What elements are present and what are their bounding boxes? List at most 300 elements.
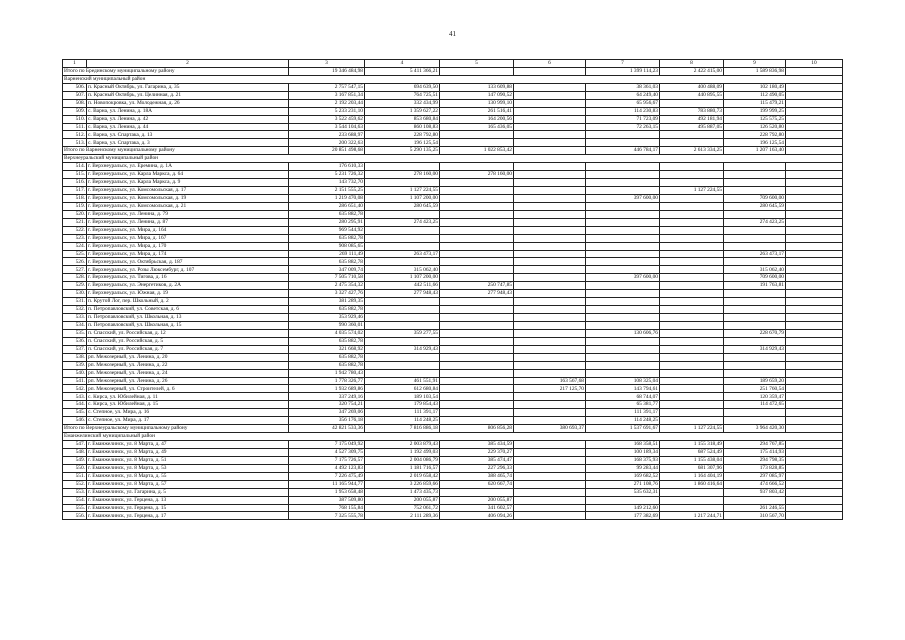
value-cell: 353 929,46 — [289, 314, 365, 322]
value-cell — [586, 496, 660, 504]
value-cell — [586, 179, 660, 187]
table-row — [63, 353, 843, 361]
table-row — [63, 306, 843, 314]
value-cell — [660, 258, 724, 266]
value-cell: 1 778 326,77 — [289, 377, 365, 385]
section-title-cell: Верхнеуральский муниципальный район — [63, 155, 843, 163]
value-cell — [586, 314, 660, 322]
total-row — [63, 67, 843, 75]
value-cell — [514, 163, 586, 171]
address-cell: г. Еманжелинск, ул. Герцена, д. 17 — [87, 512, 289, 520]
value-cell: 1 399 114,23 — [586, 67, 660, 75]
value-cell: 3 522 459,62 — [289, 115, 365, 123]
value-cell: 400 488,09 — [660, 83, 724, 91]
value-cell: 1 181 716,57 — [365, 464, 440, 472]
value-cell: 7 175 049,92 — [289, 441, 365, 449]
value-cell: 189 103,54 — [365, 393, 440, 401]
value-cell: 440 895,55 — [660, 91, 724, 99]
address-cell: г. Верхнеуральск, ул. Еремина, д. 1А — [87, 163, 289, 171]
value-cell — [660, 242, 724, 250]
value-cell — [660, 234, 724, 242]
value-cell: 65 956,67 — [586, 99, 660, 107]
address-cell: г. Верхнеуральск, ул. Мира, д. 164 — [87, 226, 289, 234]
value-cell: 65 381,77 — [586, 401, 660, 409]
address-cell: рп. Межозерный, ул. Ленина, д. 22 — [87, 361, 289, 369]
value-cell: 474 666,52 — [724, 480, 786, 488]
value-cell: 217 125,70 — [514, 385, 586, 393]
value-cell — [365, 163, 440, 171]
header-cell: 5 — [440, 60, 514, 68]
address-cell: г. Еманжелинск, ул. 8 Марта, д. 51 — [87, 456, 289, 464]
value-cell: 5 290 135,25 — [365, 147, 440, 155]
table-row — [63, 115, 843, 123]
value-cell: 1 217 244,71 — [660, 512, 724, 520]
row-number-cell: 532. — [63, 306, 87, 314]
address-cell: с. Степное, ул. Мира, д. 17 — [87, 417, 289, 425]
value-cell: 969 544,92 — [289, 226, 365, 234]
value-cell — [514, 401, 586, 409]
value-cell — [514, 409, 586, 417]
value-cell: 228 792,80 — [724, 131, 786, 139]
value-cell — [514, 417, 586, 425]
total-label-cell: Итого по Брединскому муниципальному району — [63, 67, 289, 75]
value-cell — [586, 131, 660, 139]
table-row — [63, 345, 843, 353]
address-cell: г. Еманжелинск, ул. 8 Марта, д. 49 — [87, 448, 289, 456]
value-cell: 347 269,06 — [289, 409, 365, 417]
value-cell — [514, 179, 586, 187]
value-cell: 4 035 574,02 — [289, 329, 365, 337]
value-cell: 278 160,00 — [440, 171, 514, 179]
value-cell — [440, 417, 514, 425]
row-number-cell: 536. — [63, 337, 87, 345]
value-cell — [514, 107, 586, 115]
row-number-cell: 508. — [63, 99, 87, 107]
value-cell: 7 175 726,57 — [289, 456, 365, 464]
value-cell — [786, 266, 843, 274]
value-cell — [514, 488, 586, 496]
value-cell: 280 645,59 — [724, 202, 786, 210]
address-cell: с. Варна, ул. Спартака, д. 3 — [87, 139, 289, 147]
value-cell — [365, 337, 440, 345]
value-cell: 2 475 354,32 — [289, 282, 365, 290]
value-cell: 125 575,25 — [724, 115, 786, 123]
value-cell: 196 125,54 — [724, 139, 786, 147]
value-cell — [660, 250, 724, 258]
value-cell: 694 639,50 — [365, 83, 440, 91]
row-number-cell: 510. — [63, 115, 87, 123]
value-cell — [786, 282, 843, 290]
value-cell — [786, 290, 843, 298]
value-cell — [786, 393, 843, 401]
row-number-cell: 555. — [63, 504, 87, 512]
address-cell: г. Верхнеуральск, ул. Тигова, д. 16 — [87, 274, 289, 282]
header-cell: 9 — [724, 60, 786, 68]
value-cell: 99 283,44 — [586, 464, 660, 472]
value-cell — [440, 314, 514, 322]
value-cell — [786, 202, 843, 210]
row-number-cell: 530. — [63, 290, 87, 298]
value-cell — [514, 464, 586, 472]
value-cell: 168 358,51 — [586, 441, 660, 449]
value-cell — [660, 417, 724, 425]
row-number-cell: 549. — [63, 456, 87, 464]
section-row — [63, 155, 843, 163]
value-cell — [365, 179, 440, 187]
value-cell: 7 816 886,18 — [365, 425, 440, 433]
value-cell: 2 003 879,43 — [365, 441, 440, 449]
value-cell — [586, 210, 660, 218]
value-cell: 1 473 435,73 — [365, 488, 440, 496]
value-cell: 1 932 689,86 — [289, 385, 365, 393]
header-cell: 4 — [365, 60, 440, 68]
value-cell — [586, 226, 660, 234]
value-cell — [786, 321, 843, 329]
header-cell: 6 — [514, 60, 586, 68]
address-cell: п. Петропавловский, ул. Школьная, д. 13 — [87, 314, 289, 322]
value-cell — [440, 242, 514, 250]
value-cell — [514, 480, 586, 488]
value-cell — [786, 353, 843, 361]
value-cell — [786, 91, 843, 99]
value-cell — [786, 187, 843, 195]
value-cell: 5 231 726,32 — [289, 171, 365, 179]
table-row — [63, 91, 843, 99]
address-cell: г. Верхнеуральск, ул. Мира, д. 167 — [87, 234, 289, 242]
row-number-cell: 520. — [63, 210, 87, 218]
value-cell: 3 964 420,30 — [724, 425, 786, 433]
value-cell — [440, 377, 514, 385]
table-row — [63, 361, 843, 369]
value-cell — [660, 361, 724, 369]
value-cell: 1 127 224,55 — [365, 187, 440, 195]
row-number-cell: 534. — [63, 321, 87, 329]
value-cell — [724, 171, 786, 179]
value-cell: 937 803,42 — [724, 488, 786, 496]
value-cell — [586, 369, 660, 377]
value-cell — [660, 345, 724, 353]
value-cell — [660, 131, 724, 139]
value-cell: 200 055,87 — [365, 496, 440, 504]
value-cell — [586, 337, 660, 345]
value-cell: 286 651,40 — [289, 202, 365, 210]
value-cell — [724, 298, 786, 306]
value-cell: 620 667,74 — [440, 480, 514, 488]
value-cell: 200 055,87 — [440, 496, 514, 504]
value-cell — [786, 210, 843, 218]
row-number-cell: 546. — [63, 417, 87, 425]
value-cell — [660, 99, 724, 107]
value-cell — [514, 258, 586, 266]
value-cell: 11 165 944,77 — [289, 480, 365, 488]
row-number-cell: 533. — [63, 314, 87, 322]
value-cell: 635 882,78 — [289, 234, 365, 242]
address-cell: г. Еманжелинск, ул. Герцена, д. 15 — [87, 504, 289, 512]
value-cell: 337 249,16 — [289, 393, 365, 401]
value-cell — [786, 115, 843, 123]
value-cell — [514, 226, 586, 234]
address-cell: г. Верхнеуральск, ул. Комсомольская, д. 19 — [87, 194, 289, 202]
value-cell — [365, 242, 440, 250]
value-cell: 359 277,55 — [365, 329, 440, 337]
value-cell: 1 127 224,55 — [660, 187, 724, 195]
address-cell: п. Петропавловский, ул. Советская, д. 6 — [87, 306, 289, 314]
value-cell — [586, 361, 660, 369]
value-cell — [660, 504, 724, 512]
table-row — [63, 274, 843, 282]
row-number-cell: 539. — [63, 361, 87, 369]
value-cell — [514, 456, 586, 464]
value-cell — [514, 274, 586, 282]
row-number-cell: 512. — [63, 131, 87, 139]
total-label-cell: Итого по Верхнеуральскому муниципальному району — [63, 425, 289, 433]
row-number-cell: 553. — [63, 488, 87, 496]
value-cell — [514, 306, 586, 314]
value-cell: 752 061,72 — [365, 504, 440, 512]
value-cell: 228 792,80 — [365, 131, 440, 139]
value-cell — [660, 409, 724, 417]
value-cell — [514, 234, 586, 242]
value-cell — [514, 369, 586, 377]
value-cell — [724, 290, 786, 298]
value-cell — [786, 274, 843, 282]
value-cell: 179 854,43 — [365, 401, 440, 409]
table-row — [63, 187, 843, 195]
value-cell: 168 375,93 — [586, 456, 660, 464]
value-cell — [514, 83, 586, 91]
address-cell: п. Спасский, ул. Российская, д. 12 — [87, 329, 289, 337]
value-cell — [514, 345, 586, 353]
value-cell — [660, 274, 724, 282]
value-cell — [365, 306, 440, 314]
table-row — [63, 369, 843, 377]
value-cell — [514, 448, 586, 456]
value-cell — [724, 179, 786, 187]
address-cell: г. Еманжелинск, ул. Гагарина, д. 5 — [87, 488, 289, 496]
table-row — [63, 385, 843, 393]
value-cell — [514, 361, 586, 369]
table-row — [63, 464, 843, 472]
value-cell: 294 798,35 — [724, 456, 786, 464]
row-number-cell: 516. — [63, 179, 87, 187]
table-row — [63, 504, 843, 512]
table-row — [63, 202, 843, 210]
value-cell — [786, 512, 843, 520]
value-cell: 321 668,92 — [289, 345, 365, 353]
value-cell: 5 233 231,10 — [289, 107, 365, 115]
value-cell: 227 296,33 — [440, 464, 514, 472]
value-cell — [786, 306, 843, 314]
value-cell: 853 680,84 — [365, 115, 440, 123]
value-cell — [514, 282, 586, 290]
address-cell: с. Варна, ул. Спартака, д. 13 — [87, 131, 289, 139]
value-cell — [514, 147, 586, 155]
value-cell — [660, 266, 724, 274]
value-cell — [440, 139, 514, 147]
value-cell — [724, 258, 786, 266]
value-cell — [514, 139, 586, 147]
value-cell — [440, 218, 514, 226]
value-cell: 356 176,18 — [289, 417, 365, 425]
value-cell: 130 606,76 — [586, 329, 660, 337]
value-cell — [440, 266, 514, 274]
total-row — [63, 425, 843, 433]
table-row — [63, 123, 843, 131]
value-cell: 635 882,78 — [289, 353, 365, 361]
row-number-cell: 517. — [63, 187, 87, 195]
value-cell: 4 527 309,75 — [289, 448, 365, 456]
value-cell: 908 085,65 — [289, 242, 365, 250]
value-cell — [514, 329, 586, 337]
value-cell — [660, 163, 724, 171]
value-cell: 175 414,93 — [724, 448, 786, 456]
value-cell — [786, 369, 843, 377]
address-cell: г. Верхнеуральск, ул. Ленина, д. 87 — [87, 218, 289, 226]
value-cell — [365, 226, 440, 234]
value-cell: 196 125,54 — [365, 139, 440, 147]
value-cell — [786, 496, 843, 504]
value-cell — [660, 369, 724, 377]
address-cell: г. Верхнеуральск, ул. Мира, д. 170 — [87, 242, 289, 250]
value-cell: 635 882,78 — [289, 306, 365, 314]
value-cell: 635 882,78 — [289, 361, 365, 369]
value-cell: 189 659,20 — [724, 377, 786, 385]
value-cell — [586, 139, 660, 147]
value-cell — [514, 337, 586, 345]
value-cell — [724, 353, 786, 361]
value-cell: 2 422 415,00 — [660, 67, 724, 75]
table-row — [63, 234, 843, 242]
value-cell — [724, 242, 786, 250]
row-number-cell: 543. — [63, 393, 87, 401]
row-number-cell: 529. — [63, 282, 87, 290]
table-row — [63, 314, 843, 322]
value-cell: 3 327 427,76 — [289, 290, 365, 298]
value-cell — [586, 306, 660, 314]
address-cell: г. Верхнеуральск, ул. Карла Маркса, д. 64 — [87, 171, 289, 179]
value-cell — [440, 258, 514, 266]
value-cell — [440, 67, 514, 75]
value-cell: 176 610,33 — [289, 163, 365, 171]
value-cell: 406 094,26 — [440, 512, 514, 520]
value-cell — [440, 187, 514, 195]
value-cell — [724, 163, 786, 171]
row-number-cell: 556. — [63, 512, 87, 520]
value-cell — [440, 385, 514, 393]
value-cell — [660, 290, 724, 298]
value-cell: 102 180,49 — [724, 83, 786, 91]
value-cell: 1 537 691,67 — [586, 425, 660, 433]
address-cell: с. Варна, ул. Ленина, д. 42 — [87, 115, 289, 123]
value-cell — [514, 210, 586, 218]
address-cell: рп. Межозерный, ул. Ленина, д. 20 — [87, 353, 289, 361]
value-cell — [440, 393, 514, 401]
value-cell — [660, 218, 724, 226]
address-cell: г. Верхнеуральск, ул. Энергетиков, д. 2А — [87, 282, 289, 290]
row-number-cell: 509. — [63, 107, 87, 115]
value-cell — [365, 210, 440, 218]
value-cell — [440, 329, 514, 337]
value-cell — [786, 448, 843, 456]
value-cell — [786, 298, 843, 306]
value-cell: 130 999,10 — [440, 99, 514, 107]
table-row — [63, 163, 843, 171]
value-cell: 3 226 859,66 — [365, 480, 440, 488]
value-cell — [786, 250, 843, 258]
value-cell: 280 645,59 — [365, 202, 440, 210]
value-cell: 2 757 547,15 — [289, 83, 365, 91]
value-cell — [660, 488, 724, 496]
value-cell: 263 473,17 — [365, 250, 440, 258]
value-cell — [724, 187, 786, 195]
value-cell — [786, 242, 843, 250]
value-cell: 42 821 533,36 — [289, 425, 365, 433]
value-cell — [440, 369, 514, 377]
row-number-cell: 554. — [63, 496, 87, 504]
address-cell: п. Спасский, ул. Российская, д. 7 — [87, 345, 289, 353]
value-cell: 115 479,21 — [724, 99, 786, 107]
header-cell: 1 — [63, 60, 87, 68]
table-row — [63, 99, 843, 107]
value-cell — [514, 512, 586, 520]
table-body — [63, 60, 843, 520]
value-cell: 277 948,43 — [440, 290, 514, 298]
value-cell — [514, 290, 586, 298]
value-cell — [440, 401, 514, 409]
value-cell: 1 155 318,49 — [660, 441, 724, 449]
value-cell — [586, 298, 660, 306]
row-number-cell: 541. — [63, 377, 87, 385]
value-cell — [786, 401, 843, 409]
value-cell — [365, 258, 440, 266]
value-cell — [440, 488, 514, 496]
value-cell — [514, 131, 586, 139]
table-row — [63, 448, 843, 456]
header-cell: 8 — [660, 60, 724, 68]
value-cell — [586, 163, 660, 171]
value-cell: 3 544 104,63 — [289, 123, 365, 131]
table-row — [63, 194, 843, 202]
address-cell: п. Крутой Лог, пер. Школьный, д. 2 — [87, 298, 289, 306]
value-cell — [586, 353, 660, 361]
value-cell: 1 127 224,55 — [660, 425, 724, 433]
value-cell — [660, 496, 724, 504]
value-cell: 71 723,09 — [586, 115, 660, 123]
value-cell — [786, 409, 843, 417]
value-cell — [660, 337, 724, 345]
row-number-cell: 537. — [63, 345, 87, 353]
address-cell: г. Еманжелинск, ул. 8 Марта, д. 55 — [87, 472, 289, 480]
value-cell: 233 688,97 — [289, 131, 365, 139]
value-cell: 1 953 658,48 — [289, 488, 365, 496]
value-cell: 806 856,28 — [440, 425, 514, 433]
value-cell — [514, 218, 586, 226]
value-cell — [586, 218, 660, 226]
table-row — [63, 409, 843, 417]
address-cell: г. Верхнеуральск, ул. Южная, д. 19 — [87, 290, 289, 298]
address-cell: п. Петропавловский, ул. Школьная, д. 15 — [87, 321, 289, 329]
address-cell: г. Еманжелинск, ул. 8 Марта, д. 53 — [87, 464, 289, 472]
value-cell: 315 062,40 — [724, 266, 786, 274]
value-cell: 1 860 416,64 — [660, 480, 724, 488]
value-cell — [660, 321, 724, 329]
row-number-cell: 528. — [63, 274, 87, 282]
value-cell: 3 167 851,34 — [289, 91, 365, 99]
value-cell: 768 155,84 — [289, 504, 365, 512]
value-cell: 163 567,68 — [514, 377, 586, 385]
value-cell — [440, 274, 514, 282]
value-cell — [586, 266, 660, 274]
